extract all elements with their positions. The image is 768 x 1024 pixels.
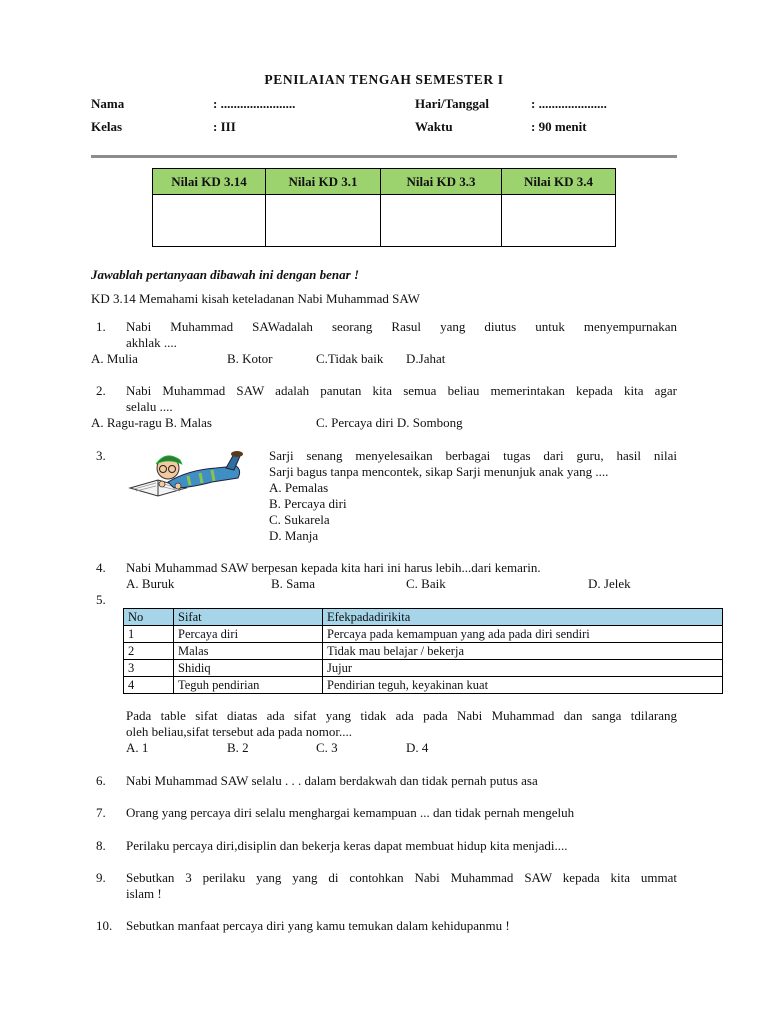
table-cell: Percaya pada kemampuan yang ada pada diri sendiri [323,626,723,643]
table-cell: 3 [124,660,174,677]
waktu-label: Waktu [415,119,453,134]
q1-text-cont: akhlak .... [126,335,177,350]
q2-text-cont: selalu .... [126,399,173,414]
nama-value: : ....................... [213,96,296,111]
table-cell: Malas [174,643,323,660]
q4-option-b[interactable]: B. Sama [271,576,316,591]
q10-text: Sebutkan manfaat percaya diri yang kamu temukan dalam kehidupanmu ! [126,918,510,933]
q5-option-d[interactable]: D. 4 [406,740,429,755]
score-cell-kd31[interactable] [266,195,381,247]
q4-option-a[interactable]: A. Buruk [126,576,175,591]
nama-label: Nama [91,96,125,111]
q3-text-cont: Sarji bagus tanpa mencontek, sikap Sarji menunjuk anak yang .... [269,464,609,479]
q2-text: Nabi Muhammad SAW adalah panutan kita semua beliau memerintakan kepada kita agar [126,383,677,398]
sifat-table [123,608,723,694]
q1-option-d[interactable]: D.Jahat [406,351,446,366]
page-title: PENILAIAN TENGAH SEMESTER I [264,72,504,87]
q10-number: 10. [96,918,113,933]
q3-number: 3. [96,448,106,463]
student-reading-illustration [128,448,244,498]
q3-text: Sarji senang menyelesaikan berbagai tugas dari guru, hasil nilai [269,448,677,463]
kelas-value: : III [213,119,236,134]
q4-option-c[interactable]: C. Baik [406,576,446,591]
header-divider [91,155,677,158]
q3-option-d[interactable]: D. Manja [269,528,319,543]
q5-number: 5. [96,592,106,607]
sifat-header-efek: Efekpadadirikita [323,609,723,626]
hari-value: : ..................... [531,96,607,111]
table-cell: Tidak mau belajar / bekerja [323,643,723,660]
q5-text: Pada table sifat diatas ada sifat yang tidak ada pada Nabi Muhammad dan sanga tdilarang [126,708,677,723]
q3-option-c[interactable]: C. Sukarela [269,512,330,527]
table-cell: Jujur [323,660,723,677]
waktu-value: : 90 menit [531,119,587,134]
table-row [124,677,723,694]
q1-option-a[interactable]: A. Mulia [91,351,138,366]
q7-number: 7. [96,805,106,820]
q1-option-c[interactable]: C.Tidak baik [316,351,384,366]
q5-text-cont: oleh beliau,sifat tersebut ada pada nomor.... [126,724,352,739]
table-row [124,660,723,677]
table-cell: 1 [124,626,174,643]
q9-text: Sebutkan 3 perilaku yang yang di contohkan Nabi Muhammad SAW kepada kita ummat [126,870,677,885]
table-cell: Shidiq [174,660,323,677]
q4-number: 4. [96,560,106,575]
q7-text: Orang yang percaya diri selalu menghargai kemampuan ... dan tidak pernah mengeluh [126,805,575,820]
q5-option-c[interactable]: C. 3 [316,740,338,755]
q1-option-b[interactable]: B. Kotor [227,351,273,366]
score-table [152,168,616,247]
table-cell: 4 [124,677,174,694]
instructions: Jawablah pertanyaan dibawah ini dengan benar ! [91,267,359,282]
q9-number: 9. [96,870,106,885]
score-cell-kd34[interactable] [502,195,616,247]
q6-text: Nabi Muhammad SAW selalu . . . dalam berdakwah dan tidak pernah putus asa [126,773,538,788]
q5-option-a[interactable]: A. 1 [126,740,149,755]
q8-number: 8. [96,838,106,853]
sifat-header-no: No [124,609,174,626]
score-header-kd34: Nilai KD 3.4 [502,169,616,195]
hari-label: Hari/Tanggal [415,96,489,111]
score-header-kd33: Nilai KD 3.3 [381,169,502,195]
q6-number: 6. [96,773,106,788]
q4-option-d[interactable]: D. Jelek [588,576,631,591]
table-cell: Pendirian teguh, keyakinan kuat [323,677,723,694]
table-cell: Teguh pendirian [174,677,323,694]
table-cell: Percaya diri [174,626,323,643]
q9-text-cont: islam ! [126,886,162,901]
q1-text: Nabi Muhammad SAWadalah seorang Rasul yang diutus untuk menyempurnakan [126,319,677,334]
q2-option-ab[interactable]: A. Ragu-ragu B. Malas [91,415,212,430]
score-header-kd314: Nilai KD 3.14 [153,169,266,195]
q1-number: 1. [96,319,106,334]
sifat-header-sifat: Sifat [174,609,323,626]
table-cell: 2 [124,643,174,660]
q5-option-b[interactable]: B. 2 [227,740,249,755]
q2-option-cd[interactable]: C. Percaya diri D. Sombong [316,415,463,430]
kelas-label: Kelas [91,119,123,134]
score-cell-kd33[interactable] [381,195,502,247]
q3-option-a[interactable]: A. Pemalas [269,480,329,495]
kd-heading: KD 3.14 Memahami kisah keteladanan Nabi Muhammad SAW [91,291,420,306]
table-row [124,626,723,643]
q4-text: Nabi Muhammad SAW berpesan kepada kita hari ini harus lebih...dari kemarin. [126,560,541,575]
q2-number: 2. [96,383,106,398]
score-header-kd31: Nilai KD 3.1 [266,169,381,195]
q8-text: Perilaku percaya diri,disiplin dan bekerja keras dapat membuat hidup kita menjadi.... [126,838,568,853]
q3-option-b[interactable]: B. Percaya diri [269,496,347,511]
score-cell-kd314[interactable] [153,195,266,247]
table-row [124,643,723,660]
